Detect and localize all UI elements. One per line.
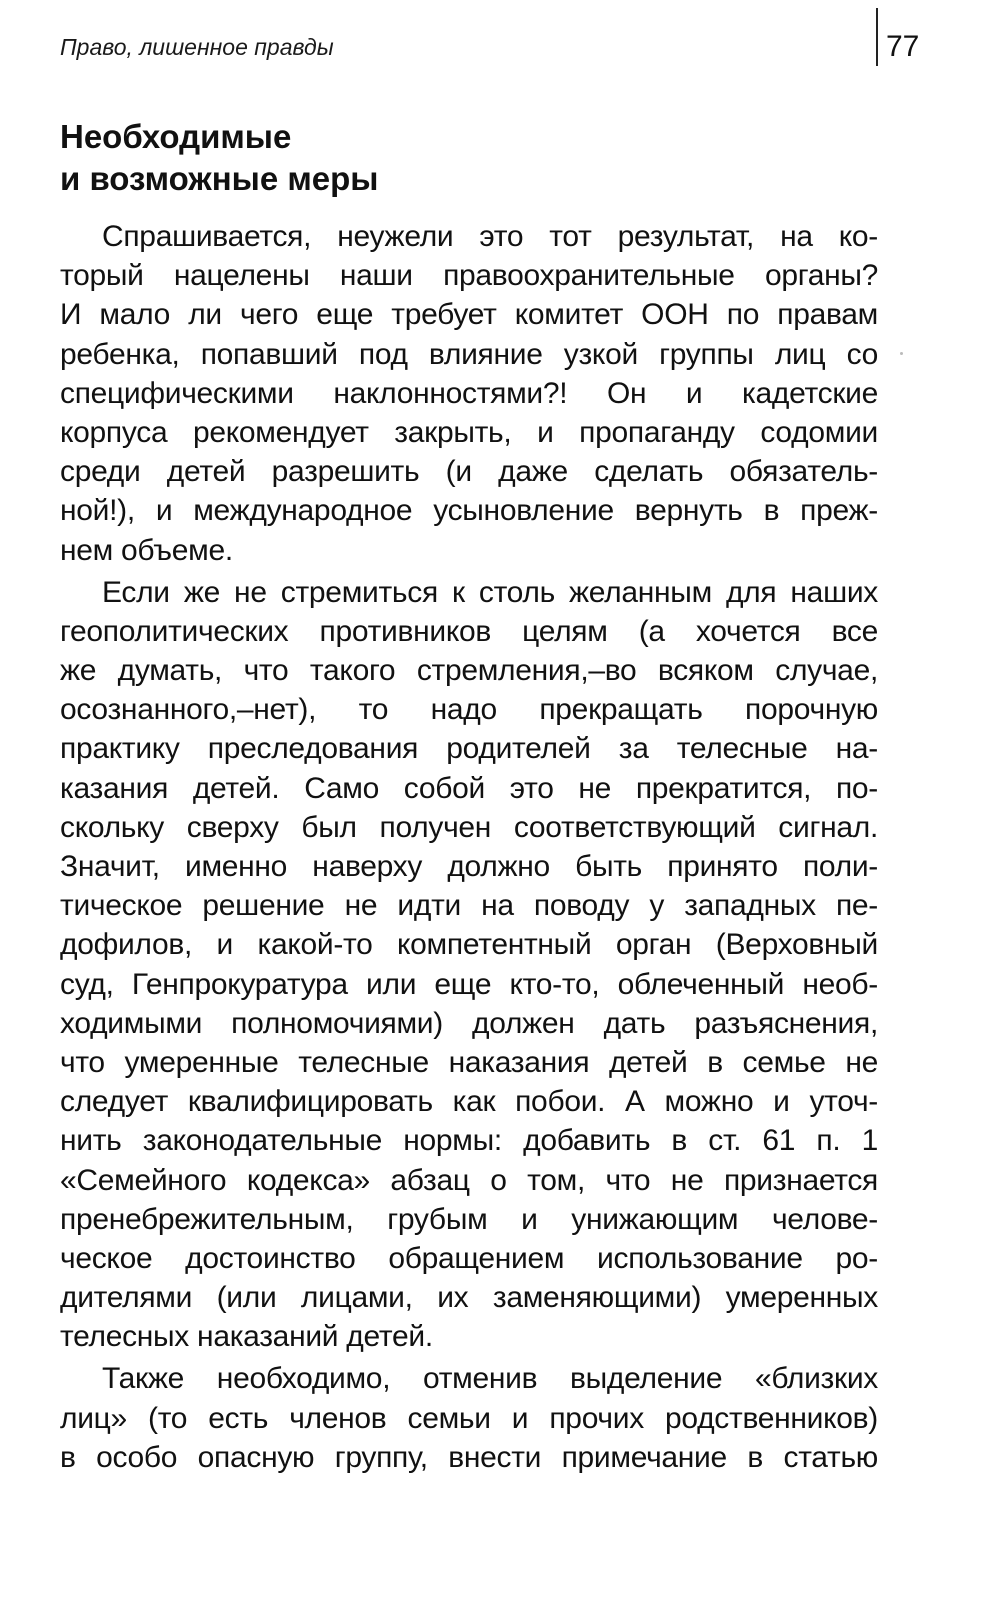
- text-line: ной!), и международное усыновление вернуть в преж-: [60, 494, 878, 528]
- scan-speck: [900, 352, 903, 355]
- text-line: дителями (или лицами, их заменяющими) умеренных: [60, 1281, 878, 1315]
- section-title: [60, 116, 378, 200]
- text-line: дофилов, и какой-то компетентный орган (Верховный: [60, 928, 878, 962]
- text-line: нем объеме.: [60, 533, 233, 567]
- text-line: практику преследования родителей за телесные на-: [60, 732, 878, 766]
- text-line: в особо опасную группу, внести примечание в статью: [60, 1440, 878, 1474]
- text-line: ребенка, попавший под влияние узкой группы лиц со: [60, 337, 878, 371]
- text-line: скольку сверху был получен соответствующий сигнал.: [60, 810, 878, 844]
- text-line: геополитических противников целям (а хочется все: [60, 614, 878, 648]
- text-line: Если же не стремиться к столь желанным для наших: [102, 575, 878, 609]
- text-line: специфическими наклонностями?! Он и кадетские: [60, 376, 878, 410]
- text-line: торый нацелены наши правоохранительные органы?: [60, 259, 878, 293]
- text-line: суд, Генпрокуратура или еще кто-то, облеченный необ-: [60, 967, 878, 1001]
- page-number-rule: [876, 8, 878, 66]
- text-line: осознанного,–нет), то надо прекращать порочную: [60, 693, 878, 727]
- text-line: И мало ли чего еще требует комитет ООН по правам: [60, 298, 878, 332]
- text-line: казания детей. Само собой это не прекратится, по-: [60, 771, 878, 805]
- paragraph-1: [60, 217, 878, 570]
- body-text: [60, 217, 878, 1477]
- section-title-line-1: Необходимые: [60, 118, 292, 155]
- text-line: ходимыми полномочиями) должен дать разъяснения,: [60, 1006, 878, 1040]
- text-line: же думать, что такого стремления,–во всяком случае,: [60, 654, 878, 688]
- text-line: Спрашивается, неужели это тот результат, на ко-: [102, 220, 878, 253]
- running-head: Право, лишенное правды: [60, 34, 334, 60]
- text-line: нить законодательные нормы: добавить в ст. 61 п. 1: [60, 1124, 878, 1158]
- text-line: среди детей разрешить (и даже сделать обязатель-: [60, 455, 878, 489]
- text-line: «Семейного кодекса» абзац о том, что не признается: [60, 1163, 878, 1197]
- text-line: лиц» (то есть членов семьи и прочих родственников): [60, 1401, 878, 1435]
- text-line: следует квалифицировать как побои. А можно и уточ-: [60, 1085, 878, 1119]
- text-line: тическое решение не идти на поводу у западных пе-: [60, 889, 878, 923]
- paragraph-3: [60, 1359, 878, 1477]
- page-number: 77: [886, 30, 920, 63]
- text-line: Также необходимо, отменив выделение «близких: [102, 1362, 878, 1396]
- text-line: ческое достоинство обращением использование ро-: [60, 1241, 878, 1275]
- text-line: телесных наказаний детей.: [60, 1320, 433, 1354]
- text-line: Значит, именно наверху должно быть принято поли-: [60, 850, 878, 883]
- text-line: что умеренные телесные наказания детей в семье не: [60, 1045, 878, 1079]
- text-line: корпуса рекомендует закрыть, и пропаганду содомии: [60, 415, 878, 449]
- section-title-line-2: и возможные меры: [60, 160, 379, 197]
- paragraph-2: [60, 573, 878, 1357]
- text-line: пренебрежительным, грубым и унижающим челове-: [60, 1202, 878, 1236]
